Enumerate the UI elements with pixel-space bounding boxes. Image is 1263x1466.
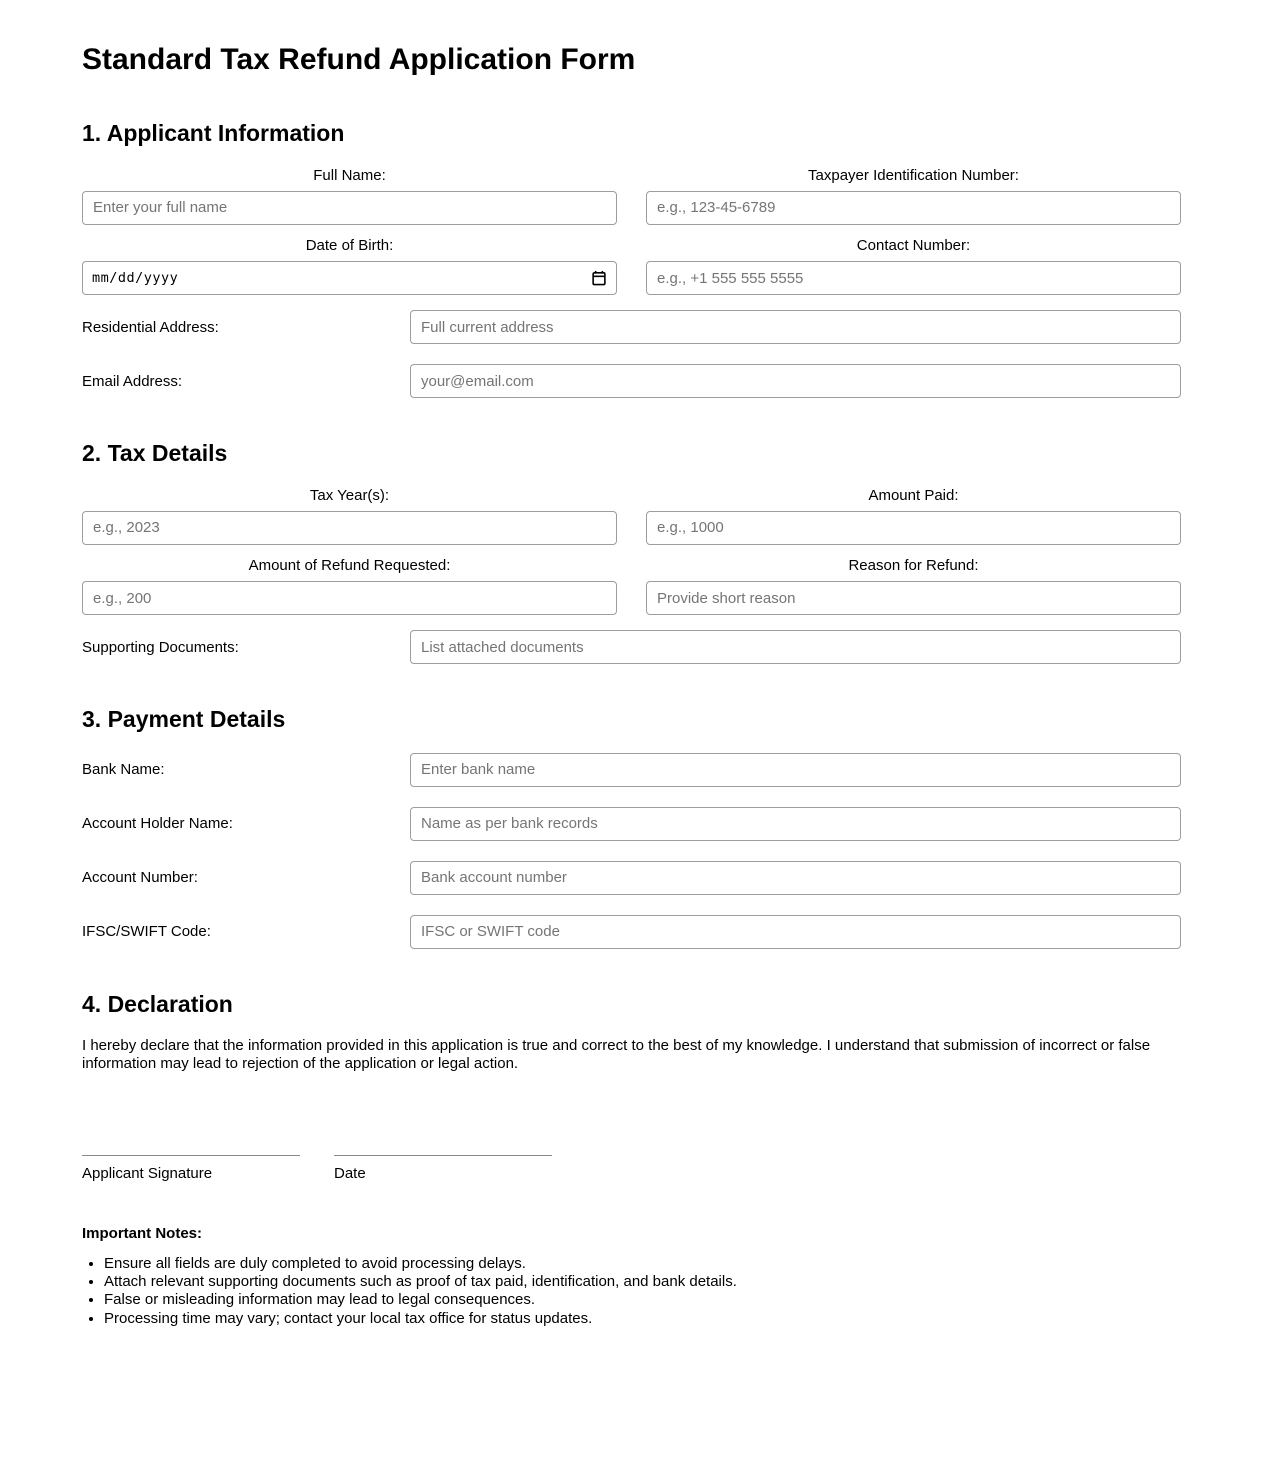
refund-amount-input[interactable] [82, 581, 617, 615]
contact-input[interactable] [646, 261, 1181, 295]
tax-grid [82, 487, 1181, 616]
note-item: • Ensure all fields are duly completed to avoid processing delays. [104, 1255, 1181, 1273]
amount-paid-field [646, 487, 1181, 545]
applicant-section-heading: 1. Applicant Information [82, 120, 345, 146]
note-item: • False or misleading information may lead to legal consequences. [104, 1291, 1181, 1309]
residential-address-input[interactable] [410, 310, 1181, 344]
declaration-text: I hereby declare that the information provided in this application is true and correct to the best of my knowledge. I understand that submission of incorrect or false information may lead to rejection of the application or legal action. [82, 1037, 1151, 1073]
supporting-documents-input[interactable] [410, 630, 1181, 664]
refund-reason-input[interactable] [646, 581, 1181, 615]
bank-name-label: Bank Name: [82, 761, 165, 779]
supporting-documents-label: Supporting Documents: [82, 638, 239, 656]
account-holder-field [82, 807, 1181, 841]
refund-reason-label: Reason for Refund: [848, 556, 979, 574]
signature-block [82, 1155, 1181, 1182]
declaration-section-heading: 4. Declaration [82, 990, 233, 1017]
bank-name-field [82, 753, 1181, 787]
ifsc-swift-field [82, 915, 1181, 949]
tin-field [646, 167, 1181, 225]
account-number-field [82, 861, 1181, 895]
amount-paid-input[interactable] [646, 511, 1181, 545]
contact-field [646, 237, 1181, 295]
account-number-input[interactable] [410, 861, 1181, 895]
account-holder-input[interactable] [410, 807, 1181, 841]
refund-amount-label: Amount of Refund Requested: [248, 556, 451, 574]
applicant-grid [82, 167, 1181, 296]
full-name-label: Full Name: [313, 166, 386, 184]
ifsc-swift-input[interactable] [410, 915, 1181, 949]
ifsc-swift-label: IFSC/SWIFT Code: [82, 923, 211, 941]
calendar-icon[interactable] [591, 270, 607, 286]
tax-year-field [82, 487, 617, 545]
amount-paid-label: Amount Paid: [868, 486, 959, 504]
tin-label: Taxpayer Identification Number: [808, 166, 1019, 184]
note-item: • Processing time may vary; contact your local tax office for status updates. [104, 1310, 1181, 1328]
dob-label: Date of Birth: [305, 236, 394, 254]
residential-address-field [82, 310, 1181, 344]
important-notes-heading: Important Notes: [82, 1225, 202, 1243]
full-name-input[interactable] [82, 191, 617, 225]
supporting-documents-field [82, 630, 1181, 664]
residential-address-label: Residential Address: [82, 318, 219, 336]
contact-label: Contact Number: [856, 236, 971, 254]
form-page [0, 42, 1263, 1343]
tax-section-heading: 2. Tax Details [82, 440, 228, 467]
date-signature-line: Date [334, 1155, 552, 1182]
applicant-signature-line: Applicant Signature [82, 1155, 300, 1182]
account-number-label: Account Number: [82, 869, 198, 887]
dob-date-input[interactable] [82, 261, 617, 295]
tax-year-input[interactable] [82, 511, 617, 545]
note-item: • Attach relevant supporting documents such as proof of tax paid, identification, and bank details. [104, 1273, 1181, 1291]
payment-section-heading: 3. Payment Details [82, 706, 286, 733]
full-name-field [82, 167, 617, 225]
account-holder-label: Account Holder Name: [82, 815, 233, 833]
dob-field [82, 237, 617, 295]
email-field [82, 364, 1181, 398]
page-title: Standard Tax Refund Application Form [82, 43, 636, 76]
refund-reason-field [646, 557, 1181, 615]
important-notes-list [82, 1255, 1181, 1327]
tax-year-label: Tax Year(s): [309, 486, 390, 504]
bank-name-input[interactable] [410, 753, 1181, 787]
refund-amount-field [82, 557, 617, 615]
email-input[interactable] [410, 364, 1181, 398]
tin-input[interactable] [646, 191, 1181, 225]
dob-date-value: mm/dd/yyyy [92, 270, 179, 287]
email-label: Email Address: [82, 372, 183, 390]
